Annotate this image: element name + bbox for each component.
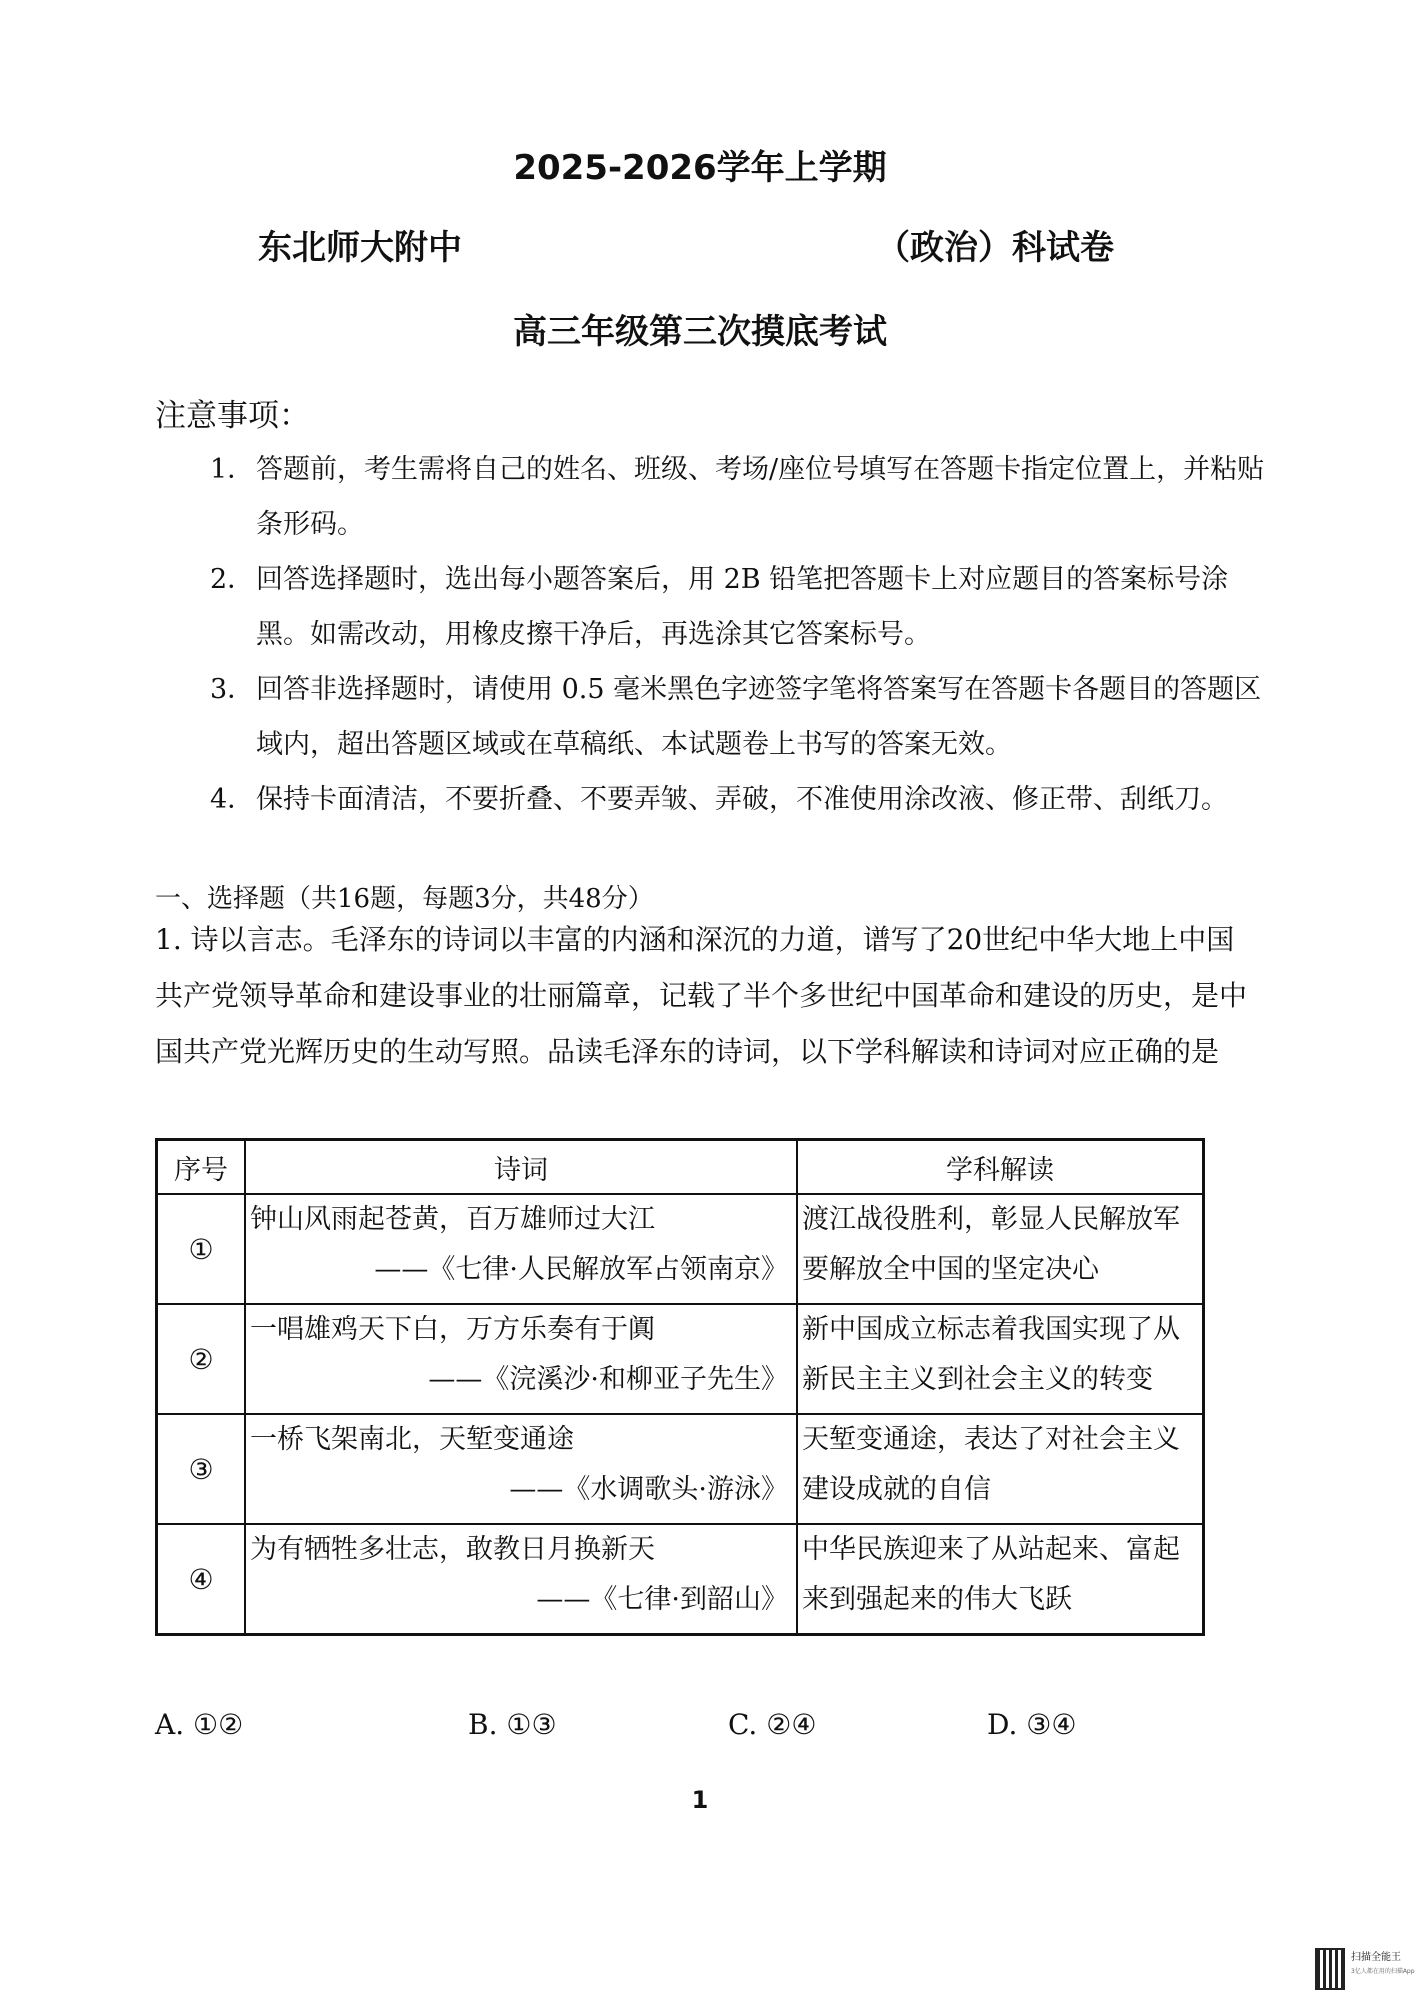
qr-code-icon bbox=[1315, 1948, 1345, 1990]
term-title: 2025-2026学年上学期 bbox=[513, 148, 887, 188]
poem-source: ——《浣溪沙·和柳亚子先生》 bbox=[428, 1364, 788, 1395]
poem-line: 钟山风雨起苍黄，百万雄师过大江 bbox=[250, 1204, 655, 1235]
notice-item-number: 2． bbox=[210, 564, 255, 595]
poem-source: ——《七律·到韶山》 bbox=[536, 1584, 788, 1615]
interpretation-text: 新中国成立标志着我国实现了从新民主主义到社会主义的转变 bbox=[802, 1314, 1180, 1395]
option-c: C. ②④ bbox=[728, 1708, 817, 1741]
interpretation-cell bbox=[797, 1194, 1204, 1304]
subject-title: （政治）科试卷 bbox=[876, 228, 1114, 268]
row-number: ② bbox=[157, 1304, 246, 1414]
interpretation-cell bbox=[797, 1524, 1204, 1635]
section-title: 一、选择题（共16题，每题3分，共48分） bbox=[155, 884, 654, 914]
notice-item-2 bbox=[210, 552, 1270, 662]
row-number: ④ bbox=[157, 1524, 246, 1635]
page-number: 1 bbox=[691, 1786, 709, 1814]
scanner-watermark bbox=[1315, 1944, 1415, 1994]
interpretation-text: 天堑变通途，表达了对社会主义建设成就的自信 bbox=[802, 1424, 1180, 1505]
notice-item-3 bbox=[210, 662, 1270, 772]
scanner-sublabel: 3亿人都在用的扫描App bbox=[1351, 1968, 1415, 1975]
option-b: B. ①③ bbox=[468, 1708, 557, 1741]
option-a: A. ①② bbox=[155, 1708, 244, 1741]
row-number: ① bbox=[157, 1194, 246, 1304]
interpretation-text: 渡江战役胜利，彰显人民解放军要解放全中国的坚定决心 bbox=[802, 1204, 1180, 1285]
notice-item-text: 回答非选择题时，请使用 0.5 毫米黑色字迹签字笔将答案写在答题卡各题目的答题区域内，超出答题区域或在草稿纸、本试题卷上书写的答案无效。 bbox=[256, 674, 1262, 760]
poem-cell bbox=[245, 1414, 797, 1524]
notice-heading: 注意事项： bbox=[155, 398, 310, 434]
notice-item-number: 4． bbox=[210, 784, 255, 815]
row-number: ③ bbox=[157, 1414, 246, 1524]
school-name: 东北师大附中 bbox=[258, 228, 462, 268]
poem-source: ——《七律·人民解放军占领南京》 bbox=[374, 1254, 788, 1285]
poem-line: 为有牺牲多壮志，敢教日月换新天 bbox=[250, 1534, 655, 1565]
table-row bbox=[157, 1304, 1204, 1414]
poem-line: 一桥飞架南北，天堑变通途 bbox=[250, 1424, 574, 1455]
notice-item-text: 回答选择题时，选出每小题答案后，用 2B 铅笔把答题卡上对应题目的答案标号涂黑。如需改动，用橡皮擦干净后，再选涂其它答案标号。 bbox=[256, 564, 1229, 650]
table-header-row bbox=[157, 1140, 1204, 1195]
option-d: D. ③④ bbox=[987, 1708, 1077, 1741]
header-poem: 诗词 bbox=[245, 1140, 797, 1195]
interpretation-cell bbox=[797, 1304, 1204, 1414]
table-row bbox=[157, 1414, 1204, 1524]
table-row bbox=[157, 1194, 1204, 1304]
poem-cell bbox=[245, 1524, 797, 1635]
poem-cell bbox=[245, 1304, 797, 1414]
header-interpretation: 学科解读 bbox=[797, 1140, 1204, 1195]
poem-table bbox=[155, 1138, 1205, 1636]
poem-line: 一唱雄鸡天下白，万方乐奏有于阗 bbox=[250, 1314, 655, 1345]
interpretation-text: 中华民族迎来了从站起来、富起来到强起来的伟大飞跃 bbox=[802, 1534, 1180, 1615]
notice-item-text: 保持卡面清洁，不要折叠、不要弄皱、弄破，不准使用涂改液、修正带、刮纸刀。 bbox=[256, 784, 1228, 815]
notice-item-number: 1． bbox=[210, 454, 255, 485]
notice-item-number: 3． bbox=[210, 674, 255, 705]
interpretation-cell bbox=[797, 1414, 1204, 1524]
exam-title: 高三年级第三次摸底考试 bbox=[513, 312, 887, 352]
poem-source: ——《水调歌头·游泳》 bbox=[509, 1474, 788, 1505]
table-row bbox=[157, 1524, 1204, 1635]
notice-item-1 bbox=[210, 442, 1270, 552]
question-1-stem: 1. 诗以言志。毛泽东的诗词以丰富的内涵和深沉的力道，谱写了20世纪中华大地上中国共产党领导革命和建设事业的壮丽篇章，记载了半个多世纪中国革命和建设的历史，是中国共产党光辉历史的生动写照。品读毛泽东的诗词，以下学科解读和诗词对应正确的是 bbox=[155, 923, 1248, 1068]
scanner-label: 扫描全能王 bbox=[1351, 1952, 1401, 1963]
notice-item-text: 答题前，考生需将自己的姓名、班级、考场/座位号填写在答题卡指定位置上，并粘贴条形码。 bbox=[256, 454, 1265, 540]
notice-item-4 bbox=[210, 772, 1270, 827]
header-number: 序号 bbox=[157, 1140, 246, 1195]
poem-cell bbox=[245, 1194, 797, 1304]
